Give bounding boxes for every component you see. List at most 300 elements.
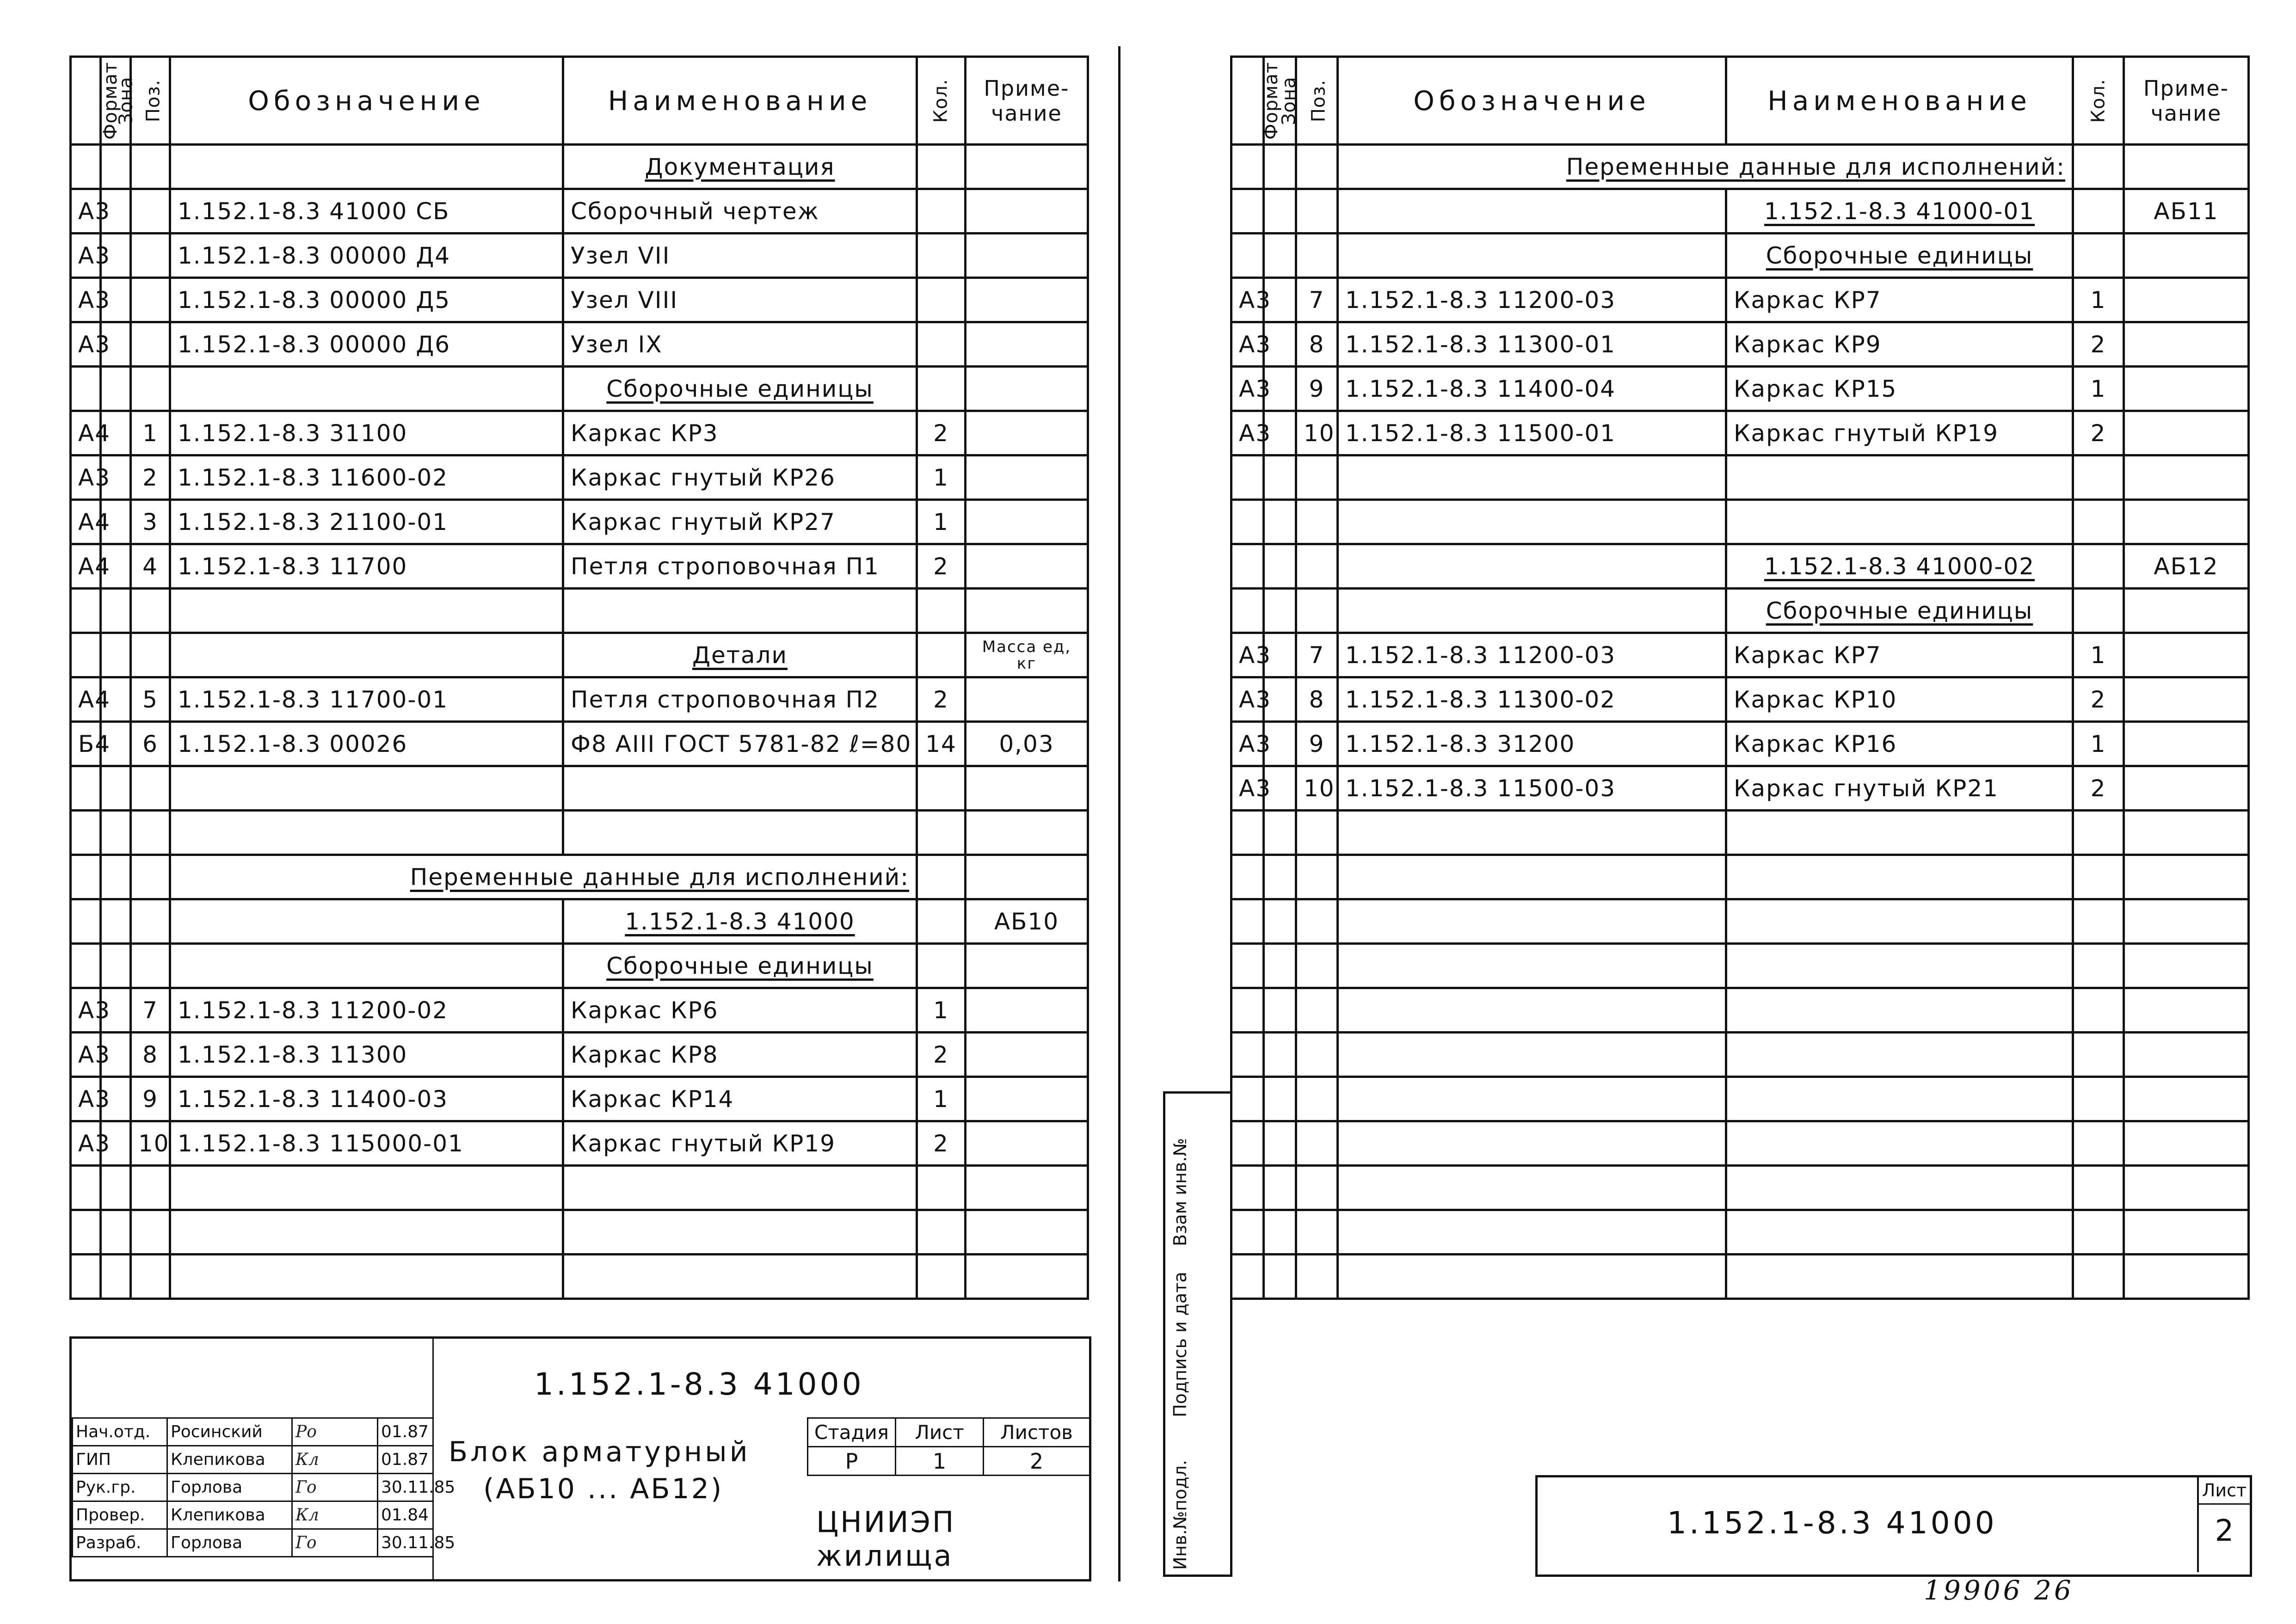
cell-name: Каркас КР15 <box>1726 367 2073 411</box>
spec-row <box>71 811 1088 855</box>
cell-pos: 10 <box>131 1121 170 1166</box>
cell-pos: 9 <box>131 1077 170 1121</box>
cell-pos <box>131 899 170 944</box>
cell-qty <box>917 322 966 367</box>
cell-designation <box>170 766 563 811</box>
cell-designation: 1.152.1-8.3 11700-01 <box>170 677 563 722</box>
approval-row <box>73 1446 433 1474</box>
cell-designation <box>1338 1210 1726 1255</box>
spec-row <box>1231 855 2249 899</box>
cell-pos <box>1296 1166 1338 1210</box>
spec-row <box>71 988 1088 1033</box>
cell-note <box>2124 411 2249 455</box>
cell-format <box>1231 189 1264 234</box>
cell-note <box>2124 455 2249 500</box>
col-designation: Обозначение <box>170 57 563 145</box>
cell-qty: 2 <box>917 411 966 455</box>
spec-row <box>71 1166 1088 1210</box>
spec-row <box>71 1033 1088 1077</box>
right-sheet <box>1170 0 2247 1606</box>
cell-designation: 1.152.1-8.3 21100-01 <box>170 500 563 544</box>
cell-note <box>2124 1077 2249 1121</box>
cell-designation: 1.152.1-8.3 00000 Д6 <box>170 322 563 367</box>
cell-designation <box>1338 544 1726 589</box>
cell-pos: 1 <box>131 411 170 455</box>
cell-note <box>966 145 1088 189</box>
cell-qty <box>2073 811 2124 855</box>
cell-format: А4 <box>71 544 101 589</box>
cell-designation: 1.152.1-8.3 31100 <box>170 411 563 455</box>
cell-zone <box>101 944 131 988</box>
cell-name: Каркас КР7 <box>1726 278 2073 322</box>
section-heading: Детали <box>563 633 917 677</box>
approval-date: 01.84 <box>378 1501 433 1529</box>
cell-format <box>71 1255 101 1299</box>
cell-qty: 2 <box>917 1121 966 1166</box>
cell-zone <box>101 633 131 677</box>
cell-note <box>2124 278 2249 322</box>
cell-qty <box>2073 855 2124 899</box>
cell-designation: 1.152.1-8.3 00000 Д4 <box>170 234 563 278</box>
cell-note <box>966 455 1088 500</box>
spec-row <box>1231 278 2249 322</box>
cell-designation <box>170 589 563 633</box>
cell-zone <box>1264 944 1296 988</box>
cell-designation: 1.152.1-8.3 11500-01 <box>1338 411 1726 455</box>
sheet-value: 1 <box>896 1447 984 1476</box>
cell-zone <box>1264 1033 1296 1077</box>
cell-pos <box>1296 811 1338 855</box>
cell-qty <box>917 589 966 633</box>
cell-designation: 1.152.1-8.3 11400-03 <box>170 1077 563 1121</box>
col-name: Наименование <box>563 57 917 145</box>
cell-note <box>966 278 1088 322</box>
cell-zone <box>101 145 131 189</box>
cell-name: Ф8 АIII ГОСТ 5781-82 ℓ=80 <box>563 722 917 766</box>
cell-name <box>1726 988 2073 1033</box>
cell-designation: 1.152.1-8.3 11200-03 <box>1338 633 1726 677</box>
spec-row <box>71 500 1088 544</box>
cell-qty: 1 <box>917 500 966 544</box>
cell-qty <box>2073 988 2124 1033</box>
cell-qty <box>2073 1033 2124 1077</box>
organization: ЦНИИЭП жилища <box>816 1505 956 1573</box>
cell-format: А3 <box>1231 766 1264 811</box>
cell-note <box>2124 589 2249 633</box>
cell-designation <box>170 145 563 189</box>
cell-name <box>563 811 917 855</box>
spec-row <box>1231 988 2249 1033</box>
sheets-value: 2 <box>984 1447 1090 1476</box>
cell-designation <box>1338 1121 1726 1166</box>
col-name: Наименование <box>1726 57 2073 145</box>
spec-row <box>71 411 1088 455</box>
approval-name: Горлова <box>167 1474 292 1501</box>
spec-row <box>1231 544 2249 589</box>
cell-qty <box>2073 145 2124 189</box>
col-qty: Кол. <box>2073 57 2124 145</box>
cell-zone <box>1264 500 1296 544</box>
cell-format: Б4 <box>71 722 101 766</box>
cell-qty: 1 <box>2073 633 2124 677</box>
title-block <box>69 1336 1091 1581</box>
section-heading: 1.152.1-8.3 41000-01 <box>1726 189 2073 234</box>
cell-name: Каркас КР14 <box>563 1077 917 1121</box>
spec-row <box>1231 766 2249 811</box>
cell-designation: 1.152.1-8.3 11300 <box>170 1033 563 1077</box>
cell-designation <box>1338 1033 1726 1077</box>
cell-format <box>1231 1033 1264 1077</box>
section-heading: 1.152.1-8.3 41000-02 <box>1726 544 2073 589</box>
cell-zone <box>1264 1166 1296 1210</box>
cell-zone <box>101 1166 131 1210</box>
approval-row <box>73 1501 433 1529</box>
section-heading: Сборочные единицы <box>563 944 917 988</box>
cell-zone <box>101 367 131 411</box>
cell-pos: 9 <box>1296 367 1338 411</box>
spec-row <box>1231 1033 2249 1077</box>
cell-qty <box>2073 544 2124 589</box>
cell-zone <box>1264 811 1296 855</box>
footer-number: 19906 26 <box>1924 1575 2074 1606</box>
spec-row <box>71 766 1088 811</box>
cell-note <box>2124 1210 2249 1255</box>
cell-name: Каркас гнутый КР19 <box>563 1121 917 1166</box>
cell-pos: 6 <box>131 722 170 766</box>
cell-note <box>966 500 1088 544</box>
cell-qty <box>917 367 966 411</box>
approval-signature: Кл <box>292 1446 378 1474</box>
cell-format <box>1231 1166 1264 1210</box>
cell-note <box>966 944 1088 988</box>
cell-pos <box>1296 1077 1338 1121</box>
cell-format <box>1231 988 1264 1033</box>
left-sheet <box>69 0 1087 1581</box>
cell-note <box>966 1077 1088 1121</box>
cell-qty <box>2073 1166 2124 1210</box>
cell-pos <box>1296 899 1338 944</box>
cell-note <box>966 1210 1088 1255</box>
cell-designation <box>1338 899 1726 944</box>
section-heading: Сборочные единицы <box>563 367 917 411</box>
cell-pos: 3 <box>131 500 170 544</box>
cell-format: А3 <box>1231 278 1264 322</box>
cell-pos <box>131 1166 170 1210</box>
cell-note <box>2124 234 2249 278</box>
spec-row <box>71 589 1088 633</box>
cell-qty <box>917 1255 966 1299</box>
spec-row <box>71 145 1088 189</box>
cell-format: А3 <box>1231 677 1264 722</box>
stage-table <box>807 1417 1090 1476</box>
cell-note: АБ12 <box>2124 544 2249 589</box>
cell-qty: 2 <box>917 1033 966 1077</box>
cell-pos <box>131 367 170 411</box>
approval-role: ГИП <box>73 1446 167 1474</box>
cell-qty <box>917 145 966 189</box>
cell-pos: 7 <box>1296 278 1338 322</box>
cell-name: Узел IX <box>563 322 917 367</box>
cell-format <box>1231 455 1264 500</box>
cell-qty <box>917 811 966 855</box>
cell-pos <box>131 1255 170 1299</box>
cell-name: Петля строповочная П2 <box>563 677 917 722</box>
cell-note <box>2124 1166 2249 1210</box>
cell-format: А3 <box>71 322 101 367</box>
spec-row <box>71 677 1088 722</box>
cell-pos: 7 <box>131 988 170 1033</box>
cell-pos <box>1296 855 1338 899</box>
cell-note <box>2124 677 2249 722</box>
spec-row <box>1231 944 2249 988</box>
cell-qty <box>917 234 966 278</box>
cell-qty <box>2073 1121 2124 1166</box>
cell-note <box>2124 811 2249 855</box>
cell-pos: 8 <box>131 1033 170 1077</box>
cell-name <box>563 1166 917 1210</box>
cell-pos <box>131 322 170 367</box>
cell-pos: 7 <box>1296 633 1338 677</box>
cell-format: А3 <box>71 1121 101 1166</box>
cell-qty <box>917 633 966 677</box>
cell-format: А3 <box>71 278 101 322</box>
cell-pos <box>131 811 170 855</box>
approval-name: Клепикова <box>167 1501 292 1529</box>
section-heading: Сборочные единицы <box>1726 589 2073 633</box>
cell-qty <box>2073 1210 2124 1255</box>
cell-pos <box>131 145 170 189</box>
cell-name: Петля строповочная П1 <box>563 544 917 589</box>
cell-pos <box>1296 988 1338 1033</box>
spec-row <box>1231 811 2249 855</box>
spec-row <box>1231 189 2249 234</box>
cell-designation <box>1338 855 1726 899</box>
approval-row <box>73 1418 433 1446</box>
cell-designation <box>170 944 563 988</box>
cell-pos <box>1296 1255 1338 1299</box>
cell-name <box>1726 1255 2073 1299</box>
cell-pos <box>131 633 170 677</box>
cell-note <box>2124 722 2249 766</box>
cell-designation <box>170 633 563 677</box>
cell-name <box>1726 855 2073 899</box>
left-spec-table <box>69 55 1089 1300</box>
cell-qty: 2 <box>2073 411 2124 455</box>
spec-row <box>1231 677 2249 722</box>
cell-pos <box>1296 1210 1338 1255</box>
cell-name: Каркас КР3 <box>563 411 917 455</box>
col-qty: Кол. <box>917 57 966 145</box>
cell-designation <box>170 1210 563 1255</box>
cell-qty: 2 <box>2073 322 2124 367</box>
cell-pos <box>1296 189 1338 234</box>
cell-format <box>71 367 101 411</box>
cell-format: А3 <box>1231 411 1264 455</box>
cell-designation: 1.152.1-8.3 11200-02 <box>170 988 563 1033</box>
stage-value: Р <box>808 1447 896 1476</box>
approval-date: 01.87 <box>378 1418 433 1446</box>
side-sign-date: Подпись и дата <box>1170 1272 1190 1417</box>
cell-format <box>1231 145 1264 189</box>
spec-row <box>1231 1210 2249 1255</box>
col-pos: Поз. <box>1296 57 1338 145</box>
approval-signature: Ро <box>292 1418 378 1446</box>
spec-row <box>71 1077 1088 1121</box>
cell-designation: 1.152.1-8.3 11200-03 <box>1338 278 1726 322</box>
cell-format: А3 <box>1231 367 1264 411</box>
cell-qty <box>2073 899 2124 944</box>
cell-qty <box>917 944 966 988</box>
cell-pos: 8 <box>1296 322 1338 367</box>
col-designation: Обозначение <box>1338 57 1726 145</box>
cell-name <box>563 766 917 811</box>
cell-pos <box>1296 500 1338 544</box>
cell-format <box>71 589 101 633</box>
cell-qty: 1 <box>2073 278 2124 322</box>
cell-name: Каркас гнутый КР19 <box>1726 411 2073 455</box>
cell-designation <box>170 899 563 944</box>
cell-note <box>966 322 1088 367</box>
cell-format: А3 <box>71 189 101 234</box>
spec-row <box>1231 322 2249 367</box>
cell-note <box>2124 633 2249 677</box>
cell-note <box>966 1166 1088 1210</box>
approval-role: Рук.гр. <box>73 1474 167 1501</box>
spec-row <box>1231 899 2249 944</box>
cell-designation <box>170 1166 563 1210</box>
cell-pos: 9 <box>1296 722 1338 766</box>
cell-pos <box>1296 455 1338 500</box>
cell-qty: 2 <box>2073 677 2124 722</box>
cell-zone <box>101 899 131 944</box>
cell-designation <box>1338 234 1726 278</box>
spec-row <box>71 278 1088 322</box>
cell-format <box>1231 944 1264 988</box>
col-note: Приме-чание <box>2124 57 2249 145</box>
cell-pos <box>131 766 170 811</box>
spec-row <box>71 1255 1088 1299</box>
approvals-table <box>72 1417 456 1557</box>
right-sheet-label: Лист <box>2199 1477 2250 1505</box>
cell-name <box>1726 944 2073 988</box>
right-sheet-number: 2 <box>2215 1514 2234 1548</box>
approval-name: Клепикова <box>167 1446 292 1474</box>
cell-zone <box>101 1210 131 1255</box>
cell-format <box>1231 500 1264 544</box>
cell-format <box>1231 589 1264 633</box>
cell-format <box>1231 855 1264 899</box>
side-replace-inv: Взам инв.№ <box>1170 1138 1190 1246</box>
cell-note <box>2124 944 2249 988</box>
cell-note <box>2124 766 2249 811</box>
cell-zone <box>101 855 131 899</box>
cell-zone <box>101 589 131 633</box>
cell-format: А4 <box>71 500 101 544</box>
spec-row <box>1231 1077 2249 1121</box>
cell-qty: 1 <box>917 1077 966 1121</box>
cell-qty <box>917 899 966 944</box>
cell-name <box>1726 811 2073 855</box>
spec-row <box>1231 500 2249 544</box>
spec-row <box>71 544 1088 589</box>
cell-name: Каркас КР9 <box>1726 322 2073 367</box>
cell-format <box>71 855 101 899</box>
approval-role: Разраб. <box>73 1529 167 1557</box>
cell-qty <box>2073 1255 2124 1299</box>
spec-row <box>71 633 1088 677</box>
cell-designation: 1.152.1-8.3 11400-04 <box>1338 367 1726 411</box>
cell-format <box>1231 1077 1264 1121</box>
cell-designation <box>1338 589 1726 633</box>
cell-note <box>2124 1255 2249 1299</box>
cell-note <box>966 1121 1088 1166</box>
left-header-row <box>71 57 1088 145</box>
cell-format <box>1231 1121 1264 1166</box>
col-zone: Зона <box>1264 57 1296 145</box>
cell-format: А3 <box>1231 633 1264 677</box>
cell-note <box>2124 855 2249 899</box>
cell-note <box>966 189 1088 234</box>
cell-designation: 1.152.1-8.3 11300-01 <box>1338 322 1726 367</box>
cell-name <box>563 589 917 633</box>
cell-name <box>1726 1033 2073 1077</box>
cell-format <box>71 766 101 811</box>
cell-zone <box>1264 145 1296 189</box>
cell-pos <box>131 944 170 988</box>
cell-qty: 2 <box>2073 766 2124 811</box>
cell-zone <box>1264 589 1296 633</box>
cell-designation: 1.152.1-8.3 00026 <box>170 722 563 766</box>
col-zone: Зона <box>101 57 131 145</box>
approval-name: Горлова <box>167 1529 292 1557</box>
approval-date: 01.87 <box>378 1446 433 1474</box>
cell-designation <box>1338 455 1726 500</box>
cell-name: Каркас КР6 <box>563 988 917 1033</box>
cell-note <box>966 589 1088 633</box>
cell-note <box>966 234 1088 278</box>
cell-name <box>563 1255 917 1299</box>
cell-designation <box>1338 500 1726 544</box>
cell-zone <box>1264 1255 1296 1299</box>
spec-row <box>71 899 1088 944</box>
cell-qty <box>2073 500 2124 544</box>
cell-pos <box>131 1210 170 1255</box>
cell-format <box>1231 234 1264 278</box>
cell-note: 0,03 <box>966 722 1088 766</box>
section-heading: Документация <box>563 145 917 189</box>
cell-note <box>2124 500 2249 544</box>
cell-note <box>966 811 1088 855</box>
spec-row <box>1231 1166 2249 1210</box>
cell-qty: 2 <box>917 544 966 589</box>
cell-pos: 10 <box>1296 411 1338 455</box>
section-heading: Переменные данные для исполнений: <box>170 855 917 899</box>
cell-note <box>966 544 1088 589</box>
cell-format <box>71 811 101 855</box>
spec-row <box>1231 722 2249 766</box>
cell-note <box>966 677 1088 722</box>
spec-row <box>1231 455 2249 500</box>
spec-row <box>71 1121 1088 1166</box>
approval-row <box>73 1474 433 1501</box>
cell-qty: 1 <box>2073 722 2124 766</box>
section-heading: Сборочные единицы <box>1726 234 2073 278</box>
stage-label: Стадия <box>808 1418 896 1447</box>
cell-designation <box>1338 811 1726 855</box>
right-header-row <box>1231 57 2249 145</box>
right-title-block <box>1535 1475 2252 1577</box>
cell-qty <box>917 1166 966 1210</box>
